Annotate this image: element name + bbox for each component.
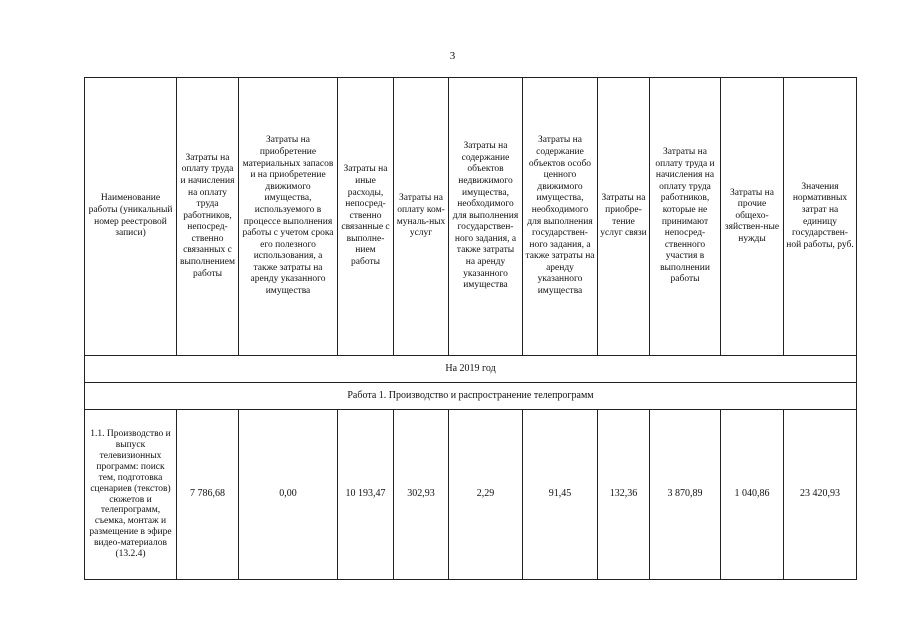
work-row [85, 383, 857, 410]
header-materials-costs: Затраты на приобретение материальных запасов и на приобретение движимого имущества, используемого в процессе выполнения работы с учетом срока его полезного использования, а также затраты на аренду указанного имущества [239, 78, 338, 356]
work-label: Работа 1. Производство и распространение телепрограмм [85, 383, 857, 410]
value-movable-property-costs: 91,45 [523, 410, 598, 580]
value-household-costs: 1 040,86 [721, 410, 784, 580]
header-utilities-costs: Затраты на оплату ком-муналь-ных услуг [394, 78, 449, 356]
value-utilities-costs: 302,93 [394, 410, 449, 580]
header-real-estate-costs: Затраты на содержание объектов недвижимого имущества, необходимого для выполнения государствен-ного задания, а также затраты на аренду указанного имущества [449, 78, 523, 356]
header-communication-costs: Затраты на приобре-тение услуг связи [598, 78, 650, 356]
table-row [85, 410, 857, 580]
value-labor-costs: 7 786,68 [177, 410, 239, 580]
page-number: 3 [449, 50, 456, 62]
value-indirect-labor-costs: 3 870,89 [650, 410, 721, 580]
year-label: На 2019 год [85, 356, 857, 383]
header-movable-property-costs: Затраты на содержание объектов особо ценного движимого имущества, необходимого для выполнения государствен-ного задания, а также затраты на аренду указанного имущества [523, 78, 598, 356]
value-communication-costs: 132,36 [598, 410, 650, 580]
year-row [85, 356, 857, 383]
header-indirect-labor-costs: Затраты на оплату труда и начисления на оплату труда работников, которые не принимают непосред-ственного участия в выполнении работы [650, 78, 721, 356]
value-normative-total: 23 420,93 [784, 410, 857, 580]
header-normative-value: Значения нормативных затрат на единицу государствен-ной работы, руб. [784, 78, 857, 356]
header-household-costs: Затраты на прочие общехо-зяйствен-ные нужды [721, 78, 784, 356]
value-materials-costs: 0,00 [239, 410, 338, 580]
header-work-name: Наименование работы (уникальный номер реестровой записи) [85, 78, 177, 356]
value-real-estate-costs: 2,29 [449, 410, 523, 580]
header-labor-costs: Затраты на оплату труда и начисления на оплату труда работников, непосред-ственно связанных с выполнением работы [177, 78, 239, 356]
header-other-direct-costs: Затраты на иные расходы, непосред-ственно связанные с выполне-нием работы [338, 78, 394, 356]
row-name: 1.1. Производство и выпуск телевизионных программ: поиск тем, подготовка сценариев (текстов) сюжетов и телепрограмм, съемка, монтаж и размещение в эфире видео-материалов (13.2.4) [85, 410, 177, 580]
table-header-row [85, 78, 857, 356]
normative-costs-table [84, 77, 857, 580]
value-other-direct-costs: 10 193,47 [338, 410, 394, 580]
